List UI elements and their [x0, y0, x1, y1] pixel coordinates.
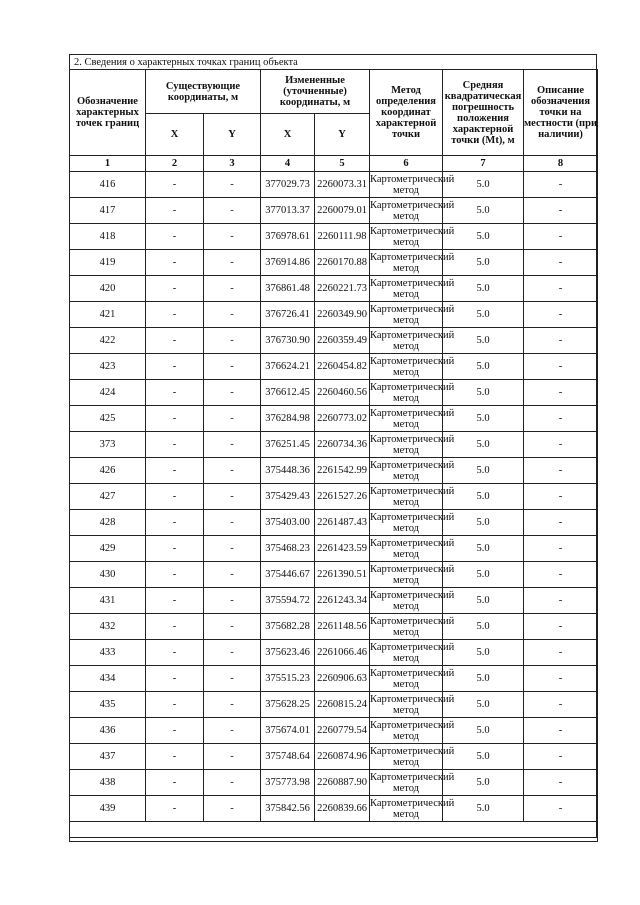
method-cell: Картометрический метод — [370, 303, 455, 326]
description-cell: - — [524, 510, 598, 536]
existing-y-cell: - — [204, 510, 261, 536]
existing-y-cell: - — [204, 302, 261, 328]
existing-y-cell: - — [204, 354, 261, 380]
y-coordinate-cell: 2261487.43 — [315, 510, 370, 536]
x-coordinate-cell: 375468.23 — [261, 536, 315, 562]
point-cell: 433 — [70, 640, 146, 666]
table-row — [70, 354, 598, 380]
existing-x-cell: - — [146, 432, 204, 458]
y-coordinate-cell: 2261066.46 — [315, 640, 370, 666]
point-cell: 436 — [70, 718, 146, 744]
table-row — [70, 458, 598, 484]
y-coordinate-cell: 2260839.66 — [315, 796, 370, 822]
x-coordinate-cell: 375773.98 — [261, 770, 315, 796]
existing-x-cell: - — [146, 198, 204, 224]
point-cell: 416 — [70, 172, 146, 198]
accuracy-cell: 5.0 — [443, 172, 524, 198]
column-number: 4 — [261, 156, 315, 172]
table-row — [70, 172, 598, 198]
point-cell: 419 — [70, 250, 146, 276]
empty-footer-row — [70, 822, 598, 842]
x-coordinate-cell: 375446.67 — [261, 562, 315, 588]
x-coordinate-cell: 376861.48 — [261, 276, 315, 302]
existing-y-cell: - — [204, 224, 261, 250]
point-cell: 435 — [70, 692, 146, 718]
section-title: 2. Сведения о характерных точках границ объекта — [74, 57, 298, 68]
table-row — [70, 484, 598, 510]
y-coordinate-cell: 2261243.34 — [315, 588, 370, 614]
x-coordinate-cell: 376726.41 — [261, 302, 315, 328]
y-coordinate-cell: 2260734.36 — [315, 432, 370, 458]
y-coordinate-cell: 2261148.56 — [315, 614, 370, 640]
y-coordinate-cell: 2260460.56 — [315, 380, 370, 406]
y-coordinate-cell: 2261527.26 — [315, 484, 370, 510]
y-coordinate-cell: 2261542.99 — [315, 458, 370, 484]
table-row — [70, 276, 598, 302]
table-row — [70, 562, 598, 588]
method-cell: Картометрический метод — [370, 797, 455, 820]
point-cell: 418 — [70, 224, 146, 250]
accuracy-cell: 5.0 — [443, 328, 524, 354]
method-cell: Картометрический метод — [370, 381, 455, 404]
method-cell: Картометрический метод — [370, 771, 455, 794]
description-cell: - — [524, 302, 598, 328]
y-coordinate-cell: 2260874.96 — [315, 744, 370, 770]
x-coordinate-cell: 375448.36 — [261, 458, 315, 484]
existing-x-cell: - — [146, 744, 204, 770]
accuracy-cell: 5.0 — [443, 588, 524, 614]
x-coordinate-cell: 375515.23 — [261, 666, 315, 692]
x-coordinate-cell: 377029.73 — [261, 172, 315, 198]
existing-x-cell: - — [146, 796, 204, 822]
description-cell: - — [524, 718, 598, 744]
existing-x-cell: - — [146, 224, 204, 250]
existing-y-cell: - — [204, 328, 261, 354]
table-row — [70, 640, 598, 666]
point-cell: 428 — [70, 510, 146, 536]
existing-y-cell: - — [204, 276, 261, 302]
y-coordinate-cell: 2260079.01 — [315, 198, 370, 224]
x-coordinate-cell: 376284.98 — [261, 406, 315, 432]
existing-y-cell: - — [204, 458, 261, 484]
existing-x-cell: - — [146, 354, 204, 380]
y-coordinate-cell: 2260779.54 — [315, 718, 370, 744]
accuracy-cell: 5.0 — [443, 458, 524, 484]
existing-y-cell: - — [204, 640, 261, 666]
table-row — [70, 588, 598, 614]
y-coordinate-cell: 2260359.49 — [315, 328, 370, 354]
method-cell: Картометрический метод — [370, 199, 455, 222]
y-coordinate-cell: 2261423.59 — [315, 536, 370, 562]
existing-x-cell: - — [146, 458, 204, 484]
accuracy-cell: 5.0 — [443, 276, 524, 302]
column-number: 7 — [443, 156, 524, 172]
existing-y-cell: - — [204, 588, 261, 614]
point-cell: 434 — [70, 666, 146, 692]
accuracy-cell: 5.0 — [443, 744, 524, 770]
description-cell: - — [524, 562, 598, 588]
existing-y-cell: - — [204, 796, 261, 822]
accuracy-cell: 5.0 — [443, 354, 524, 380]
accuracy-cell: 5.0 — [443, 224, 524, 250]
description-cell: - — [524, 198, 598, 224]
accuracy-cell: 5.0 — [443, 250, 524, 276]
method-cell: Картометрический метод — [370, 589, 455, 612]
existing-y-cell: - — [204, 406, 261, 432]
method-cell: Картометрический метод — [370, 563, 455, 586]
column-number-row — [70, 156, 598, 172]
method-cell: Картометрический метод — [370, 277, 455, 300]
existing-y-cell: - — [204, 562, 261, 588]
x-coordinate-cell: 376914.86 — [261, 250, 315, 276]
point-cell: 431 — [70, 588, 146, 614]
existing-x-cell: - — [146, 640, 204, 666]
method-cell: Картометрический метод — [370, 641, 455, 664]
method-cell: Картометрический метод — [370, 225, 455, 248]
existing-x-cell: - — [146, 250, 204, 276]
method-cell: Картометрический метод — [370, 173, 455, 196]
description-cell: - — [524, 770, 598, 796]
description-cell: - — [524, 796, 598, 822]
point-cell: 421 — [70, 302, 146, 328]
header-existing-x: X — [146, 114, 204, 156]
point-cell: 438 — [70, 770, 146, 796]
existing-x-cell: - — [146, 484, 204, 510]
accuracy-cell: 5.0 — [443, 614, 524, 640]
description-cell: - — [524, 744, 598, 770]
x-coordinate-cell: 375842.56 — [261, 796, 315, 822]
description-cell: - — [524, 276, 598, 302]
method-cell: Картометрический метод — [370, 459, 455, 482]
y-coordinate-cell: 2260111.98 — [315, 224, 370, 250]
point-cell: 437 — [70, 744, 146, 770]
method-cell: Картометрический метод — [370, 485, 455, 508]
existing-y-cell: - — [204, 380, 261, 406]
header-existing-coords: Существующие координаты, м — [146, 70, 261, 114]
description-cell: - — [524, 588, 598, 614]
header-existing-y: Y — [204, 114, 261, 156]
description-cell: - — [524, 354, 598, 380]
method-cell: Картометрический метод — [370, 745, 455, 768]
accuracy-cell: 5.0 — [443, 770, 524, 796]
method-cell: Картометрический метод — [370, 355, 455, 378]
existing-x-cell: - — [146, 328, 204, 354]
existing-x-cell: - — [146, 510, 204, 536]
method-cell: Картометрический метод — [370, 407, 455, 430]
existing-y-cell: - — [204, 198, 261, 224]
accuracy-cell: 5.0 — [443, 640, 524, 666]
description-cell: - — [524, 328, 598, 354]
existing-y-cell: - — [204, 770, 261, 796]
x-coordinate-cell: 376612.45 — [261, 380, 315, 406]
existing-x-cell: - — [146, 614, 204, 640]
accuracy-cell: 5.0 — [443, 510, 524, 536]
existing-y-cell: - — [204, 666, 261, 692]
table-row — [70, 224, 598, 250]
existing-x-cell: - — [146, 302, 204, 328]
header-changed-y: Y — [315, 114, 370, 156]
column-number: 8 — [524, 156, 598, 172]
existing-y-cell: - — [204, 692, 261, 718]
table-row — [70, 692, 598, 718]
column-number: 6 — [370, 156, 443, 172]
table-row — [70, 614, 598, 640]
point-cell: 429 — [70, 536, 146, 562]
description-cell: - — [524, 250, 598, 276]
table-row — [70, 744, 598, 770]
accuracy-cell: 5.0 — [443, 718, 524, 744]
table-row — [70, 510, 598, 536]
table-row — [70, 770, 598, 796]
table-body — [70, 172, 598, 822]
method-cell: Картометрический метод — [370, 537, 455, 560]
accuracy-cell: 5.0 — [443, 198, 524, 224]
existing-y-cell: - — [204, 250, 261, 276]
table-row — [70, 718, 598, 744]
point-cell: 426 — [70, 458, 146, 484]
header-point: Обозначение характерных точек границ — [70, 70, 146, 156]
description-cell: - — [524, 614, 598, 640]
table-row — [70, 536, 598, 562]
point-cell: 432 — [70, 614, 146, 640]
accuracy-cell: 5.0 — [443, 692, 524, 718]
table-row — [70, 666, 598, 692]
boundary-points-table — [69, 69, 598, 842]
description-cell: - — [524, 380, 598, 406]
table-row — [70, 380, 598, 406]
header-changed-x: X — [261, 114, 315, 156]
y-coordinate-cell: 2260454.82 — [315, 354, 370, 380]
accuracy-cell: 5.0 — [443, 796, 524, 822]
y-coordinate-cell: 2260887.90 — [315, 770, 370, 796]
point-cell: 424 — [70, 380, 146, 406]
description-cell: - — [524, 458, 598, 484]
header-description: Описание обозначения точки на местности (при наличии) — [524, 70, 598, 156]
existing-y-cell: - — [204, 172, 261, 198]
existing-x-cell: - — [146, 380, 204, 406]
document-frame — [69, 54, 597, 838]
y-coordinate-cell: 2260815.24 — [315, 692, 370, 718]
x-coordinate-cell: 376624.21 — [261, 354, 315, 380]
existing-x-cell: - — [146, 692, 204, 718]
description-cell: - — [524, 406, 598, 432]
method-cell: Картометрический метод — [370, 693, 455, 716]
x-coordinate-cell: 375429.43 — [261, 484, 315, 510]
point-cell: 439 — [70, 796, 146, 822]
description-cell: - — [524, 484, 598, 510]
table-row — [70, 796, 598, 822]
empty-footer-cell — [70, 822, 598, 842]
method-cell: Картометрический метод — [370, 329, 455, 352]
x-coordinate-cell: 376730.90 — [261, 328, 315, 354]
point-cell: 423 — [70, 354, 146, 380]
table-row — [70, 198, 598, 224]
point-cell: 427 — [70, 484, 146, 510]
existing-x-cell: - — [146, 562, 204, 588]
table-row — [70, 406, 598, 432]
x-coordinate-cell: 375682.28 — [261, 614, 315, 640]
description-cell: - — [524, 432, 598, 458]
x-coordinate-cell: 375623.46 — [261, 640, 315, 666]
method-cell: Картометрический метод — [370, 433, 455, 456]
column-number: 1 — [70, 156, 146, 172]
existing-y-cell: - — [204, 614, 261, 640]
x-coordinate-cell: 375403.00 — [261, 510, 315, 536]
y-coordinate-cell: 2260349.90 — [315, 302, 370, 328]
description-cell: - — [524, 640, 598, 666]
x-coordinate-cell: 375674.01 — [261, 718, 315, 744]
existing-y-cell: - — [204, 718, 261, 744]
description-cell: - — [524, 224, 598, 250]
accuracy-cell: 5.0 — [443, 536, 524, 562]
existing-x-cell: - — [146, 666, 204, 692]
table-row — [70, 328, 598, 354]
header-accuracy: Средняя квадратическая погрешность положения характерной точки (Mt), м — [443, 70, 524, 156]
description-cell: - — [524, 172, 598, 198]
y-coordinate-cell: 2260221.73 — [315, 276, 370, 302]
table-row — [70, 250, 598, 276]
y-coordinate-cell: 2260073.31 — [315, 172, 370, 198]
method-cell: Картометрический метод — [370, 511, 455, 534]
accuracy-cell: 5.0 — [443, 406, 524, 432]
x-coordinate-cell: 376251.45 — [261, 432, 315, 458]
column-number: 5 — [315, 156, 370, 172]
existing-x-cell: - — [146, 276, 204, 302]
description-cell: - — [524, 692, 598, 718]
method-cell: Картометрический метод — [370, 667, 455, 690]
point-cell: 422 — [70, 328, 146, 354]
y-coordinate-cell: 2260170.88 — [315, 250, 370, 276]
table-row — [70, 432, 598, 458]
existing-x-cell: - — [146, 588, 204, 614]
existing-y-cell: - — [204, 484, 261, 510]
existing-y-cell: - — [204, 744, 261, 770]
accuracy-cell: 5.0 — [443, 380, 524, 406]
x-coordinate-cell: 375628.25 — [261, 692, 315, 718]
y-coordinate-cell: 2261390.51 — [315, 562, 370, 588]
y-coordinate-cell: 2260906.63 — [315, 666, 370, 692]
accuracy-cell: 5.0 — [443, 302, 524, 328]
x-coordinate-cell: 375594.72 — [261, 588, 315, 614]
accuracy-cell: 5.0 — [443, 562, 524, 588]
accuracy-cell: 5.0 — [443, 432, 524, 458]
point-cell: 430 — [70, 562, 146, 588]
existing-x-cell: - — [146, 406, 204, 432]
accuracy-cell: 5.0 — [443, 666, 524, 692]
existing-x-cell: - — [146, 718, 204, 744]
point-cell: 373 — [70, 432, 146, 458]
table-row — [70, 302, 598, 328]
point-cell: 425 — [70, 406, 146, 432]
accuracy-cell: 5.0 — [443, 484, 524, 510]
existing-x-cell: - — [146, 770, 204, 796]
point-cell: 417 — [70, 198, 146, 224]
existing-x-cell: - — [146, 172, 204, 198]
existing-y-cell: - — [204, 536, 261, 562]
x-coordinate-cell: 375748.64 — [261, 744, 315, 770]
point-cell: 420 — [70, 276, 146, 302]
existing-x-cell: - — [146, 536, 204, 562]
method-cell: Картометрический метод — [370, 251, 455, 274]
existing-y-cell: - — [204, 432, 261, 458]
method-cell: Картометрический метод — [370, 719, 455, 742]
column-number: 3 — [204, 156, 261, 172]
x-coordinate-cell: 376978.61 — [261, 224, 315, 250]
description-cell: - — [524, 536, 598, 562]
header-changed-coords: Измененные (уточненные) координаты, м — [261, 70, 370, 114]
column-number: 2 — [146, 156, 204, 172]
x-coordinate-cell: 377013.37 — [261, 198, 315, 224]
y-coordinate-cell: 2260773.02 — [315, 406, 370, 432]
method-cell: Картометрический метод — [370, 615, 455, 638]
description-cell: - — [524, 666, 598, 692]
header-method: Метод определения координат характерной точки — [370, 70, 443, 156]
